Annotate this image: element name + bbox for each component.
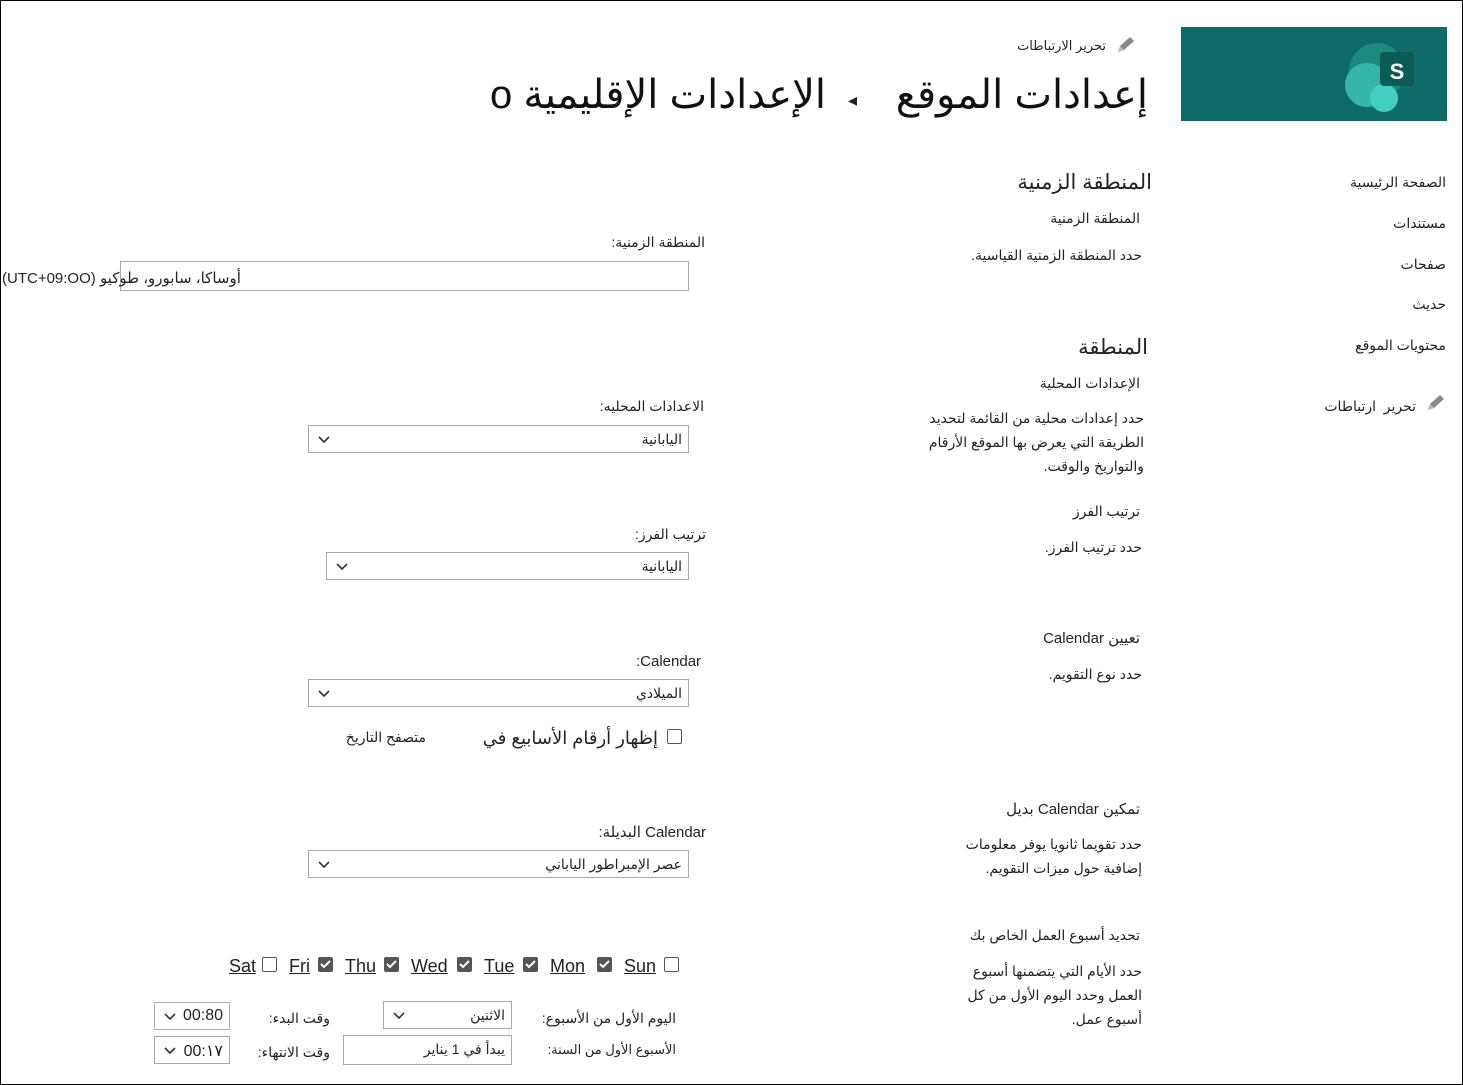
locale-description: حدد إعدادات محلية من القائمة لتحديد الطريقة التي يعرض بها الموقع الأرقام والتواريخ والوقت. (928, 410, 1144, 474)
chevron-down-icon (315, 684, 333, 702)
first-day-value: الاثنين (470, 1007, 505, 1023)
week-numbers-label: إظهار أرقام الأسابيع في (482, 728, 658, 748)
nav-edit-label[interactable]: تحرير (1383, 398, 1416, 414)
first-day-select[interactable] (383, 1001, 512, 1029)
nav-item-home[interactable]: الصفحة الرئيسية (1349, 174, 1446, 190)
edit-links-top[interactable]: تحرير الارتباطات (1017, 38, 1106, 53)
day-fri-checkbox[interactable] (318, 957, 333, 972)
start-time-select[interactable] (154, 1002, 230, 1030)
calendar-subheading: تعيين Calendar (1043, 630, 1140, 647)
date-navigator-label: متصفح التاريخ (345, 729, 426, 745)
region-heading: المنطقة (1078, 336, 1148, 359)
sort-value: اليابانية (641, 558, 682, 574)
calendar-value: الميلادي (635, 685, 682, 701)
day-mon-checkbox[interactable] (597, 957, 612, 972)
page-title: الإعدادات الإقليمية o (490, 73, 826, 117)
sort-subheading: ترتيب الفرز (1072, 503, 1140, 519)
pencil-icon (1116, 36, 1136, 59)
locale-subheading: الإعدادات المحلية (1039, 375, 1140, 391)
day-fri-label: Fri (289, 956, 310, 976)
nav-item-documents[interactable]: مستندات (1393, 215, 1446, 231)
timezone-field-label: المنطقة الزمنية: (611, 234, 705, 250)
chevron-down-icon (315, 430, 333, 448)
alt-calendar-field-label: Calendar البديلة: (598, 824, 706, 841)
timezone-heading: المنطقة الزمنية (1017, 171, 1152, 194)
day-sat-checkbox[interactable] (262, 957, 277, 972)
calendar-select[interactable] (308, 679, 689, 707)
nav-edit-links-label[interactable]: ارتباطات (1324, 398, 1376, 414)
day-wed-label: Wed (411, 956, 448, 976)
day-thu-label: Thu (345, 956, 377, 976)
alt-calendar-select[interactable] (308, 850, 689, 878)
workweek-subheading: تحديد أسبوع العمل الخاص بك (969, 927, 1140, 943)
chevron-down-icon (161, 1041, 179, 1059)
calendar-description: حدد نوع التقويم. (1048, 666, 1142, 682)
breadcrumb-separator-icon: ◂ (848, 90, 858, 110)
locale-value: اليابانية (641, 431, 682, 447)
timezone-subheading: المنطقة الزمنية (1050, 210, 1140, 226)
nav-item-site-contents[interactable]: محتويات الموقع (1355, 337, 1446, 353)
sort-description: حدد ترتيب الفرز. (1044, 539, 1142, 555)
alt-calendar-subheading: تمكين Calendar بديل (1006, 801, 1140, 818)
first-day-label: اليوم الأول من الأسبوع: (541, 1010, 676, 1026)
sort-field-label: ترتيب الفرز: (635, 526, 706, 542)
breadcrumb-root[interactable]: إعدادات الموقع (895, 73, 1148, 117)
week-numbers-checkbox[interactable] (667, 729, 682, 744)
first-week-select[interactable] (343, 1035, 512, 1065)
chevron-down-icon (390, 1006, 408, 1024)
sharepoint-icon (1181, 27, 1447, 121)
alt-calendar-description: حدد تقويما ثانويا يوفر معلومات إضافية حول ميزات التقويم. (965, 836, 1142, 876)
day-sat-label: Sat (229, 956, 257, 976)
chevron-down-icon (315, 855, 333, 873)
chevron-down-icon (161, 1007, 179, 1025)
first-week-value: يبدأ في 1 يناير (423, 1041, 505, 1057)
locale-select[interactable] (308, 425, 689, 453)
day-thu-checkbox[interactable] (384, 957, 399, 972)
timezone-value: (UTC+09:OO) أوساكا، سابورو، طوكيو (2, 270, 241, 287)
alt-calendar-value: عصر الإمبراطور الياباني (545, 856, 682, 872)
nav-item-recent[interactable]: حديث (1412, 296, 1446, 312)
day-sun-checkbox[interactable] (664, 957, 679, 972)
chevron-down-icon (333, 557, 351, 575)
start-time-value: 00:80 (182, 1007, 223, 1024)
nav-item-pages[interactable]: صفحات (1400, 256, 1446, 272)
end-time-label: وقت الانتهاء: (257, 1044, 330, 1060)
day-tue-label: Tue (484, 956, 515, 976)
locale-field-label: الاعدادات المحليه: (599, 398, 704, 414)
first-week-label: الأسبوع الأول من السنة: (547, 1042, 676, 1057)
day-mon-label: Mon (550, 956, 586, 976)
svg-text:S: S (1389, 59, 1405, 84)
calendar-field-label: :Calendar (636, 653, 702, 670)
end-time-select[interactable] (154, 1036, 230, 1064)
workweek-description: حدد الأيام التي يتضمنها أسبوع العمل وحدد اليوم الأول من كل أسبوع عمل. (967, 963, 1142, 1027)
timezone-description: حدد المنطقة الزمنية القياسية. (971, 247, 1142, 263)
start-time-label: وقت البدء: (268, 1010, 330, 1026)
pencil-icon (1426, 394, 1446, 417)
day-sun-label: Sun (624, 956, 657, 976)
site-logo[interactable] (1181, 27, 1447, 121)
sort-select[interactable] (326, 552, 689, 580)
day-wed-checkbox[interactable] (457, 957, 472, 972)
end-time-value: 00:١٧ (183, 1043, 223, 1060)
day-tue-checkbox[interactable] (523, 957, 538, 972)
